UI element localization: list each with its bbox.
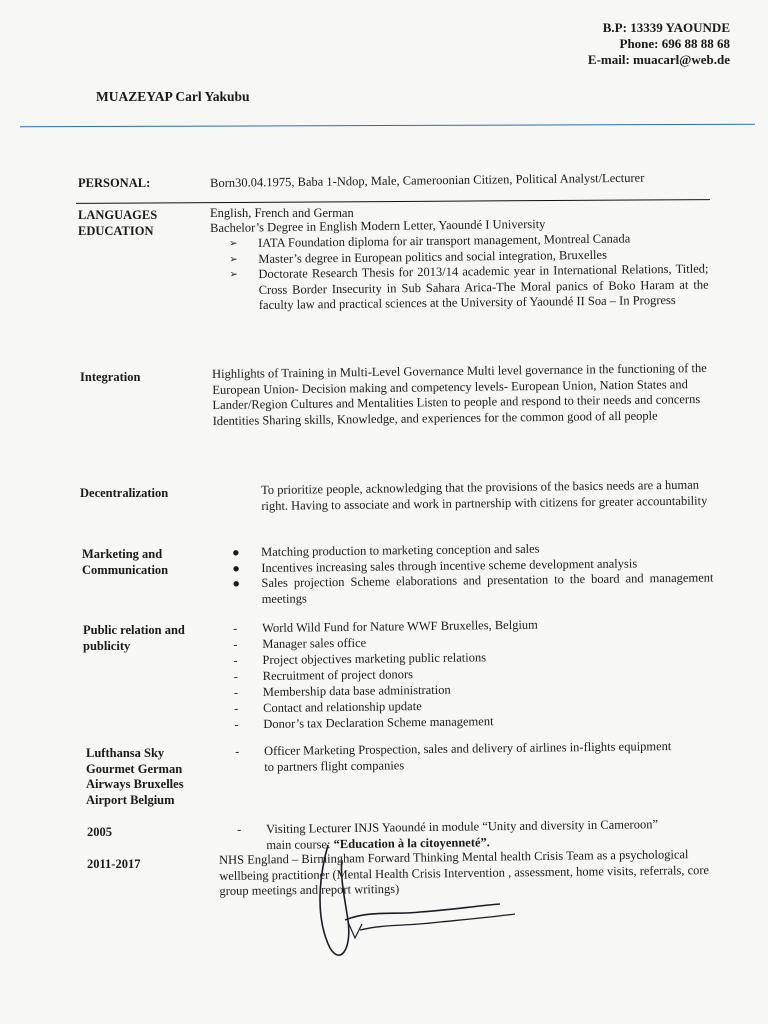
section-divider [76, 199, 710, 204]
bullet-icon: ● [232, 576, 241, 591]
personal-label: PERSONAL: [78, 176, 151, 190]
education-item: ➢ IATA Foundation diploma for air transport management, Montreal Canada [229, 231, 631, 250]
decentralization-text: To prioritize people, acknowledging that the provisions of the basics needs are a human right. Having to associate and work in partnership with citizens for greater accountability [261, 477, 708, 513]
public-relation-item: - Contact and relationship update [233, 699, 422, 716]
dash-bullet: - [233, 637, 238, 652]
bullet-icon: ● [232, 560, 240, 575]
year-2011-text: NHS England – Birmingham Forward Thinking Mental health Crisis Team as a psychological wellbeing practitioner (Mental Health Crisis Intervention , assessment, home visits, referrals, core group meetings and report writings) [219, 847, 710, 898]
bullet-icon: ● [232, 545, 240, 560]
education-list [229, 231, 709, 314]
decentralization-label: Decentralization [80, 486, 169, 500]
integration-text: Highlights of Training in Multi-Level Governance Multi level governance in the functioning of the European Union- Decision making and competency levels- European Union, Nation States and Lander/Region Cultures and Mentalities Listen to people and respond to their needs and concerns Identities Sharing skills, Knowledge, and experiences for the common good of all people [212, 360, 707, 428]
phone-number: Phone: 696 88 88 68 [619, 36, 730, 51]
dash-bullet: - [233, 701, 239, 716]
public-relation-label: Public relation and publicity [83, 623, 185, 653]
marketing-item: ● Matching production to marketing conception and sales [232, 541, 540, 560]
postal-box: B.P: 13339 YAOUNDE [602, 20, 730, 35]
public-relation-list [233, 615, 713, 732]
marketing-item: ● Incentives increasing sales through incentive scheme development analysis [232, 555, 638, 575]
year-2005-item: - Visiting Lecturer INJS Yaoundé in module “Unity and diversity in Cameroon” main course: “Education à la citoyenneté”. [237, 817, 659, 852]
personal-text: Born30.04.1975, Baba 1-Ndop, Male, Cameroonian Citizen, Political Analyst/Lecturer [210, 170, 645, 190]
marketing-label: Marketing and Communication [82, 547, 169, 577]
arrow-bullet-icon: ➢ [229, 253, 238, 265]
education-degree: Bachelor’s Degree in English Modern Letter, Yaoundé I University [210, 216, 546, 235]
education-item: ➢ Master’s degree in European politics and social integration, Bruxelles [229, 247, 607, 266]
public-relation-item: - Manager sales office [233, 635, 367, 652]
marketing-list [232, 539, 714, 607]
dash-bullet: - [233, 621, 238, 636]
arrow-bullet-icon: ➢ [229, 238, 238, 250]
arrow-bullet-icon: ➢ [229, 269, 238, 281]
languages-text: English, French and German [210, 206, 354, 220]
lufthansa-label: Lufthansa Sky Gourmet German Airways Bruxelles Airport Belgium [86, 746, 184, 807]
lufthansa-list [235, 739, 684, 775]
public-relation-item: - Donor’s tax Declaration Scheme management [234, 714, 494, 732]
marketing-item: ● Sales projection Scheme elaborations and presentation to the board and management meetings [232, 570, 714, 606]
integration-label: Integration [80, 370, 141, 384]
dash-bullet: - [235, 744, 240, 759]
course-title: “Education à la citoyenneté”. [333, 834, 490, 851]
public-relation-item: - World Wild Fund for Nature WWF Bruxelles, Belgium [233, 617, 538, 636]
education-label: EDUCATION [78, 224, 154, 238]
public-relation-item: - Project objectives marketing public relations [233, 650, 487, 668]
dash-bullet: - [233, 669, 238, 684]
education-item: ➢ Doctorate Research Thesis for 2013/14 academic year in International Relations, Titled; Cross Border Insecurity in Sub Sahara Arica-The Moral panics of Boko Haram at the faculty law and practical sciences at the University of Yaoundé II Soa – In Progress [229, 261, 709, 312]
signature-image [300, 840, 530, 970]
contact-block [530, 20, 730, 68]
email-address: E-mail: muacarl@web.de [587, 52, 730, 67]
lufthansa-item: - Officer Marketing Prospection, sales and delivery of airlines in-flights equipment to partners flight companies [235, 739, 672, 774]
dash-bullet: - [233, 685, 239, 700]
public-relation-item: - Recruitment of project donors [233, 667, 414, 684]
public-relation-item: - Membership data base administration [233, 682, 451, 700]
year-2011-label: 2011-2017 [87, 857, 141, 871]
dash-bullet: - [233, 653, 238, 668]
header-divider [20, 124, 755, 128]
dash-bullet: - [237, 822, 242, 837]
dash-bullet: - [234, 717, 239, 732]
year-2005-label: 2005 [87, 825, 112, 839]
languages-label: LANGUAGES [78, 208, 158, 222]
person-name: MUAZEYAP Carl Yakubu [96, 89, 250, 104]
